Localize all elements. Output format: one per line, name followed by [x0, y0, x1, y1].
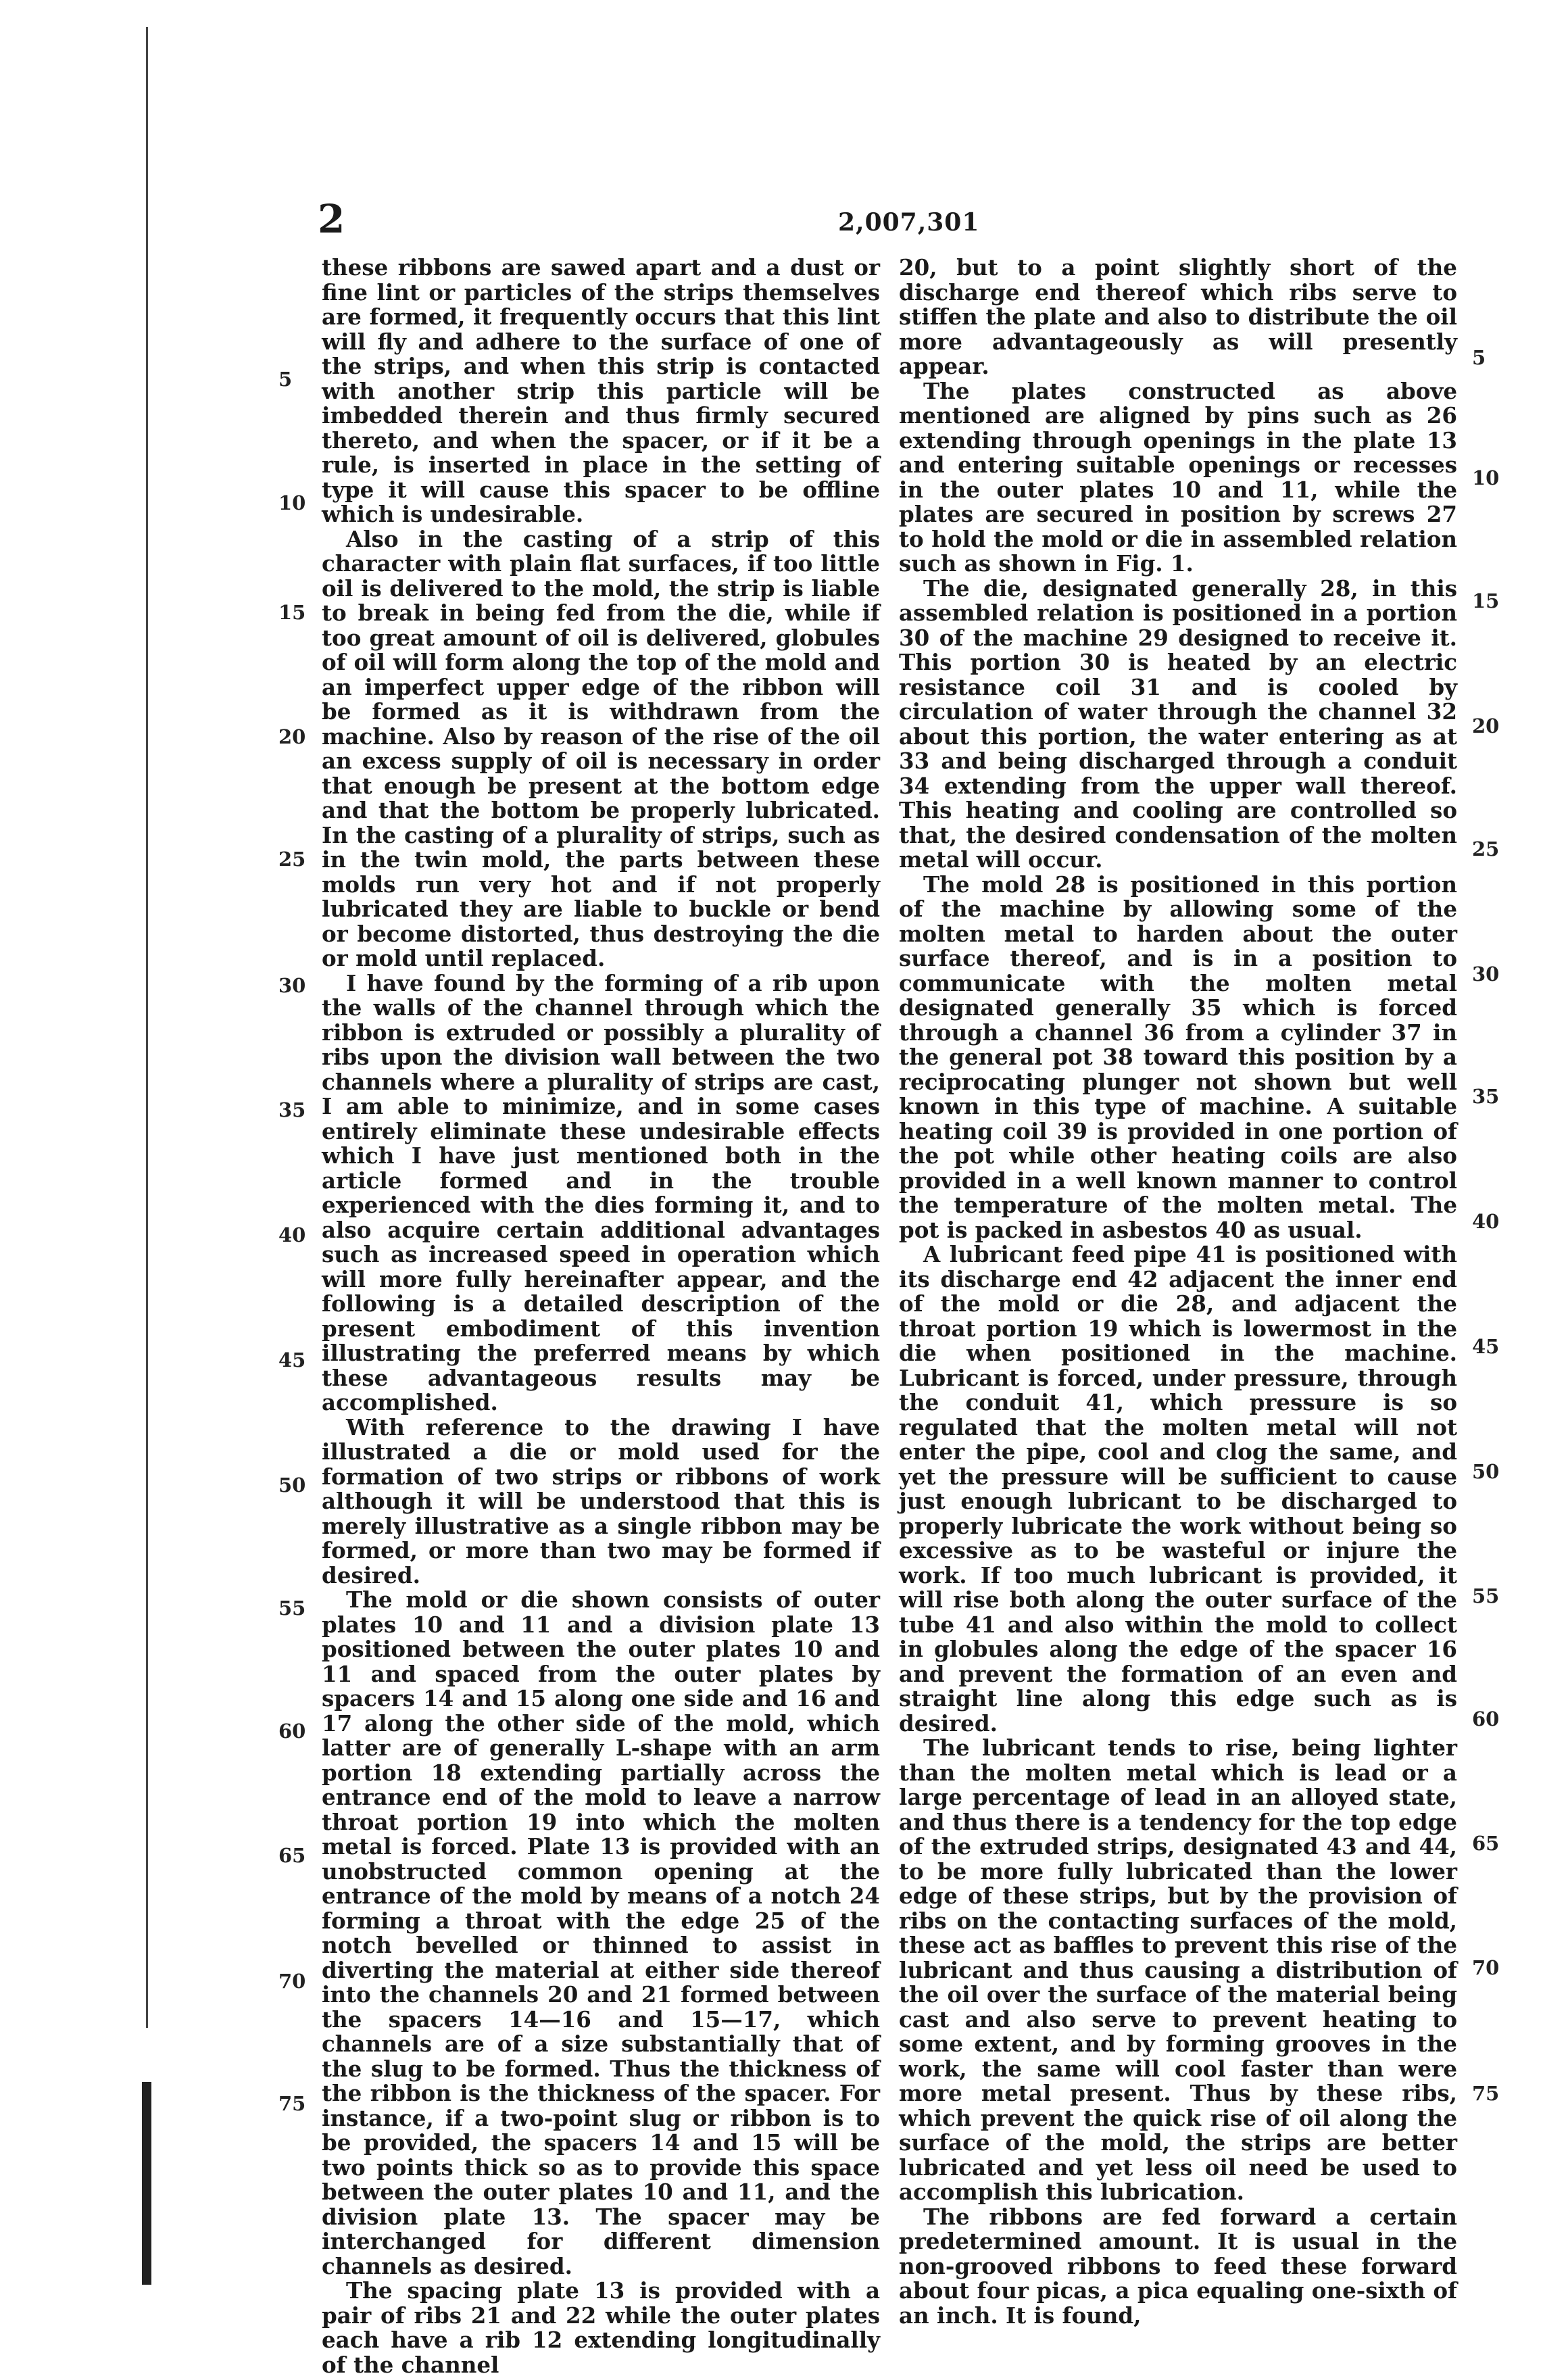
line-number: 15: [1472, 589, 1500, 612]
paragraph: The lubricant tends to rise, being lighter than the molten metal which is lead or a large percentage of lead in an alloyed state, and thus there is a tendency for the top edge of the extruded strips, designated 43 and 44, to be more fully lubricated than the lower edge of these strips, but by the provision of ribs on the contacting surfaces of the mold, these act as baffles to prevent this rise of the lubricant and thus causing a distribution of the oil over the surface of the material being cast and also serve to prevent heating to some extent, and by forming grooves in the work, the same will cool faster than were more metal present. Thus by these ribs, which prevent the quick rise of oil along the surface of the mold, the strips are better lubricated and yet less oil need be used to accomplish this lubrication.: [899, 1734, 1457, 2205]
paragraph: The ribbons are fed forward a certain predetermined amount. It is usual in the non-grooved ribbons to feed these forward about four picas, a pica equaling one-sixth of an inch. It is found,: [899, 2203, 1457, 2329]
paragraph: The mold or die shown consists of outer plates 10 and 11 and a division plate 13 positioned between the outer plates 10 and 11 and spaced from the outer plates by spacers 14 and 15 along one side and 16 and 17 along the other side of the mold, which latter are of generally L-shape with an arm portion 18 extending partially across the entrance end of the mold to leave a narrow throat portion 19 into which the molten metal is forced. Plate 13 is provided with an unobstructed common opening at the entrance of the mold by means of a notch 24 forming a throat with the edge 25 of the notch bevelled or thinned to assist in diverting the material at either side thereof into the channels 20 and 21 formed between the spacers 14—16 and 15—17, which channels are of a size substantially that of the slug to be formed. Thus the thickness of the ribbon is the thickness of the spacer. For instance, if a two-point slug or ribbon is to be provided, the spacers 14 and 15 will be two points thick so as to provide this space between the outer plates 10 and 11, and the division plate 13. The spacer may be interchanged for different dimension channels as desired.: [322, 1586, 880, 2279]
line-number: 40: [278, 1223, 306, 1246]
line-number: 10: [1472, 466, 1500, 489]
line-number: 70: [278, 1970, 306, 1993]
line-number: 50: [278, 1474, 306, 1497]
line-number: 30: [1472, 963, 1500, 986]
right-column: [899, 256, 1457, 2328]
paragraph: these ribbons are sawed apart and a dust or fine lint or particles of the strips themselves are formed, it frequently occurs that this lint will fly and adhere to the surface of one of the strips, and when this strip is contacted with another strip this particle will be imbedded therein and thus firmly secured thereto, and when the spacer, or if it be a rule, is inserted in place in the setting of type it will cause this spacer to be offline which is undesirable.: [322, 254, 880, 527]
left-column: [322, 256, 880, 2377]
line-number: 65: [1472, 1832, 1500, 1855]
line-number: 55: [278, 1597, 306, 1620]
paragraph: 20, but to a point slightly short of the discharge end thereof which ribs serve to stiffen the plate and also to distribute the oil more advantageously as will presently appear.: [899, 254, 1457, 379]
line-number: 65: [278, 1844, 306, 1867]
line-number: 40: [1472, 1210, 1500, 1233]
line-number: 60: [1472, 1707, 1500, 1730]
paragraph: With reference to the drawing I have illustrated a die or mold used for the formation of two strips or ribbons of work although it will be understood that this is merely illustrative as a single ribbon may be formed, or more than two may be formed if desired.: [322, 1413, 880, 1588]
line-number: 20: [278, 725, 306, 748]
line-number: 20: [1472, 714, 1500, 737]
line-number: 35: [1472, 1085, 1500, 1108]
margin-blot: [142, 2082, 151, 2285]
line-number: 45: [1472, 1335, 1500, 1358]
line-number: 10: [278, 491, 306, 514]
line-number: 60: [278, 1720, 306, 1743]
line-number: 45: [278, 1349, 306, 1372]
line-number: 70: [1472, 1956, 1500, 1979]
line-number: 75: [1472, 2082, 1500, 2105]
patent-number: 2,007,301: [838, 208, 980, 237]
line-number: 25: [278, 848, 306, 871]
paragraph: The die, designated generally 28, in this assembled relation is positioned in a portion 30 of the machine 29 designed to receive it. This portion 30 is heated by an electric resistance coil 31 and is cooled by circulation of water through the channel 32 about this portion, the water entering as at 33 and being discharged through a conduit 34 extending from the upper wall thereof. This heating and cooling are controlled so that, the desired condensation of the molten metal will occur.: [899, 575, 1457, 873]
line-number: 55: [1472, 1584, 1500, 1607]
paragraph: Also in the casting of a strip of this character with plain flat surfaces, if too little oil is delivered to the mold, the strip is liable to break in being fed from the die, while if too great amount of oil is delivered, globules of oil will form along the top of the mold and an imperfect upper edge of the ribbon will be formed as it is withdrawn from the machine. Also by reason of the rise of the oil an excess supply of oil is necessary in order that enough be present at the bottom edge and that the bottom be properly lubricated. In the casting of a plurality of strips, such as in the twin mold, the parts between these molds run very hot and if not properly lubricated they are liable to buckle or bend or become distorted, thus destroying the die or mold until replaced.: [322, 525, 880, 971]
paragraph: The spacing plate 13 is provided with a pair of ribs 21 and 22 while the outer plates each have a rib 12 extending longitudinally of the channel: [322, 2277, 880, 2378]
line-number: 15: [278, 601, 306, 624]
line-number: 50: [1472, 1460, 1500, 1483]
paragraph: A lubricant feed pipe 41 is positioned with its discharge end 42 adjacent the inner end of the mold or die 28, and adjacent the throat portion 19 which is lowermost in the die when positioned in the machine. Lubricant is forced, under pressure, through the conduit 41, which pressure is so regulated that the molten metal will not enter the pipe, cool and clog the same, and yet the pressure will be sufficient to cause just enough lubricant to be discharged to properly lubricate the work without being so excessive as to be wasteful or injure the work. If too much lubricant is provided, it will rise both along the outer surface of the tube 41 and also within the mold to collect in globules along the edge of the spacer 16 and prevent the formation of an even and straight line along this edge such as is desired.: [899, 1241, 1457, 1737]
paragraph: The plates constructed as above mentioned are aligned by pins such as 26 extending through openings in the plate 13 and entering suitable openings or recesses in the outer plates 10 and 11, while the plates are secured in position by screws 27 to hold the mold or die in assembled relation such as shown in Fig. 1.: [899, 377, 1457, 577]
page-number: 2: [318, 196, 345, 242]
margin-rule: [146, 27, 148, 2028]
line-number: 30: [278, 974, 306, 997]
line-number: 35: [278, 1098, 306, 1121]
paragraph: The mold 28 is positioned in this portion of the machine by allowing some of the molten metal to harden about the outer surface thereof, and is in a position to communicate with the molten metal designated generally 35 which is forced through a channel 36 from a cylinder 37 in the general pot 38 toward this position by a reciprocating plunger not shown but well known in this type of machine. A suitable heating coil 39 is provided in one portion of the pot while other heating coils are also provided in a well known manner to control the temperature of the molten metal. The pot is packed in asbestos 40 as usual.: [899, 871, 1457, 1243]
line-number: 25: [1472, 838, 1500, 860]
line-number: 75: [278, 2092, 306, 2115]
paragraph: I have found by the forming of a rib upon the walls of the channel through which the ribbon is extruded or possibly a plurality of ribs upon the division wall between the two channels where a plurality of strips are cast, I am able to minimize, and in some cases entirely eliminate these undesirable effects which I have just mentioned both in the article formed and in the trouble experienced with the dies forming it, and to also acquire certain additional advantages such as increased speed in operation which will more fully hereinafter appear, and the following is a detailed description of the present embodiment of this invention illustrating the preferred means by which these advantageous results may be accomplished.: [322, 969, 880, 1415]
line-number: 5: [278, 368, 293, 391]
line-number: 5: [1472, 346, 1486, 369]
